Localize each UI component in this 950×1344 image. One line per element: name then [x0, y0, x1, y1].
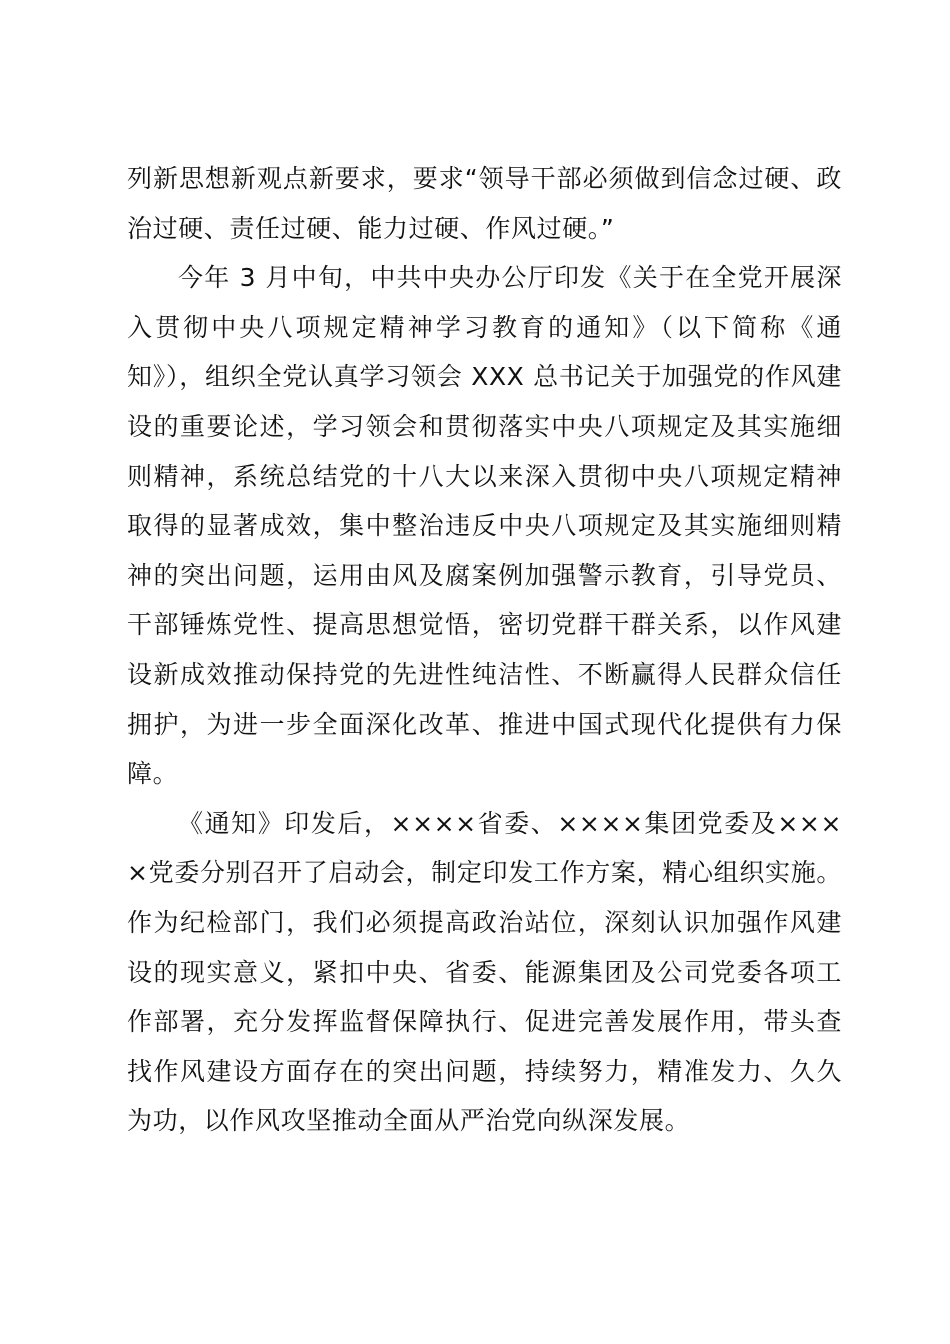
paragraph-continuation: 列新思想新观点新要求，要求“领导干部必须做到信念过硬、政治过硬、责任过硬、能力过硬、作风过硬。” [127, 164, 842, 243]
paragraph-implementation: 《通知》印发后，××××省委、××××集团党委及××××党委分别召开了启动会，制定印发工作方案，精心组织实施。作为纪检部门，我们必须提高政治站位，深刻认识加强作风建设的现实意义，紧扣中央、省委、能源集团及公司党委各项工作部署，充分发挥监督保障执行、促进完善发展作用，带头查找作风建设方面存在的突出问题，持续努力，精准发力、久久为功，以作风攻坚推动全面从严治党向纵深发展。 [127, 808, 842, 1136]
paragraph-notice-issued: 今年 3 月中旬，中共中央办公厅印发《关于在全党开展深入贯彻中央八项规定精神学习教育的通知》（以下简称《通知》），组织全党认真学习领会 XXX 总书记关于加强党的作风建设的重要论述，学习领会和贯彻落实中央八项规定及其实施细则精神，系统总结党的十八大以来深入贯彻中央八项规定精神取得的显著成效，集中整治违反中央八项规定及其实施细则精神的突出问题，运用由风及腐案例加强警示教育，引导党员、干部锤炼党性、提高思想觉悟，密切党群干群关系，以作风建设新成效推动保持党的先进性纯洁性、不断赢得人民群众信任拥护，为进一步全面深化改革、推进中国式现代化提供有力保障。 [127, 263, 842, 789]
body-text [127, 154, 842, 1146]
